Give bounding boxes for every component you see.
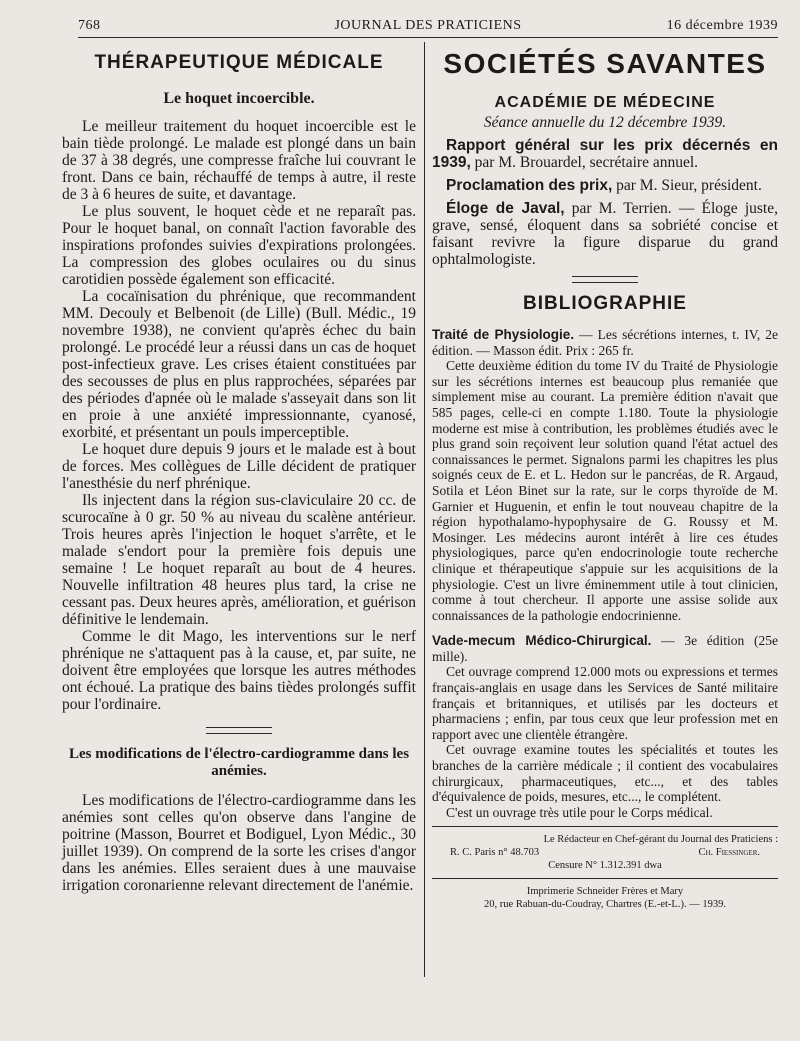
academy-item-rapport <box>432 137 778 171</box>
printer-name: Imprimerie Schneider Frères et Mary <box>526 886 684 898</box>
right-column <box>432 48 778 911</box>
credits-registry <box>432 846 778 859</box>
entry-head <box>432 327 778 358</box>
left-column <box>62 48 416 894</box>
journal-title: JOURNAL DES PRATICIENS <box>334 18 522 33</box>
publication-credits <box>432 826 778 911</box>
section-title-societes: SOCIÉTÉS SAVANTES <box>443 48 767 79</box>
item-heading: Proclamation des prix, <box>446 177 613 194</box>
credits-rule <box>432 878 778 879</box>
book-meta: — 3e édition (25e mille). <box>432 633 778 664</box>
paragraph: C'est un ouvrage très utile pour le Corps médical. <box>446 804 713 820</box>
ornamental-divider <box>206 727 272 734</box>
credits-editor: Le Rédacteur en Chef-gérant du Journal des Praticiens : <box>543 834 778 846</box>
section-title-therapeutique: THÉRAPEUTIQUE MÉDICALE <box>94 52 384 73</box>
paragraph: Cet ouvrage examine toutes les spécialités et toutes les branches de la carrière médicale ; il contient des vocabulaires chirurgicaux, pharmaceutiques, etc..., et des tables d'équivalence de poids, mesures, etc..., le complétent. <box>432 742 778 805</box>
paragraph: Le meilleur traitement du hoquet incoercible est le bain tiède prolongé. Le malade est plongé dans un bain de 37 à 38 degrés, une compresse fraîche lui couvrant le front. Dans ce bain, réchauffé de temps à autre, il reste de 3 à 6 heures de suite, et davantage. <box>62 118 416 203</box>
book-entry-physiologie <box>432 327 778 623</box>
academy-title: ACADÉMIE DE MÉDECINE <box>494 94 716 111</box>
item-heading: Rapport général sur les prix décernés en 1939, <box>432 137 778 171</box>
book-meta: — Les sécrétions internes, t. IV, 2e édition. — Masson édit. Prix : 265 fr. <box>432 327 778 358</box>
censure-number: Censure N° 1.312.391 dwa <box>548 860 662 872</box>
credits-rule <box>432 826 778 827</box>
item-heading: Éloge de Javal, <box>446 200 565 217</box>
paragraph: La cocaïnisation du phrénique, que recommandent MM. Decouly et Belbenoit (de Lille) (Bull. Médic., 19 novembre 1938), ne convient qu'après échec du bain prolongé. Le procédé leur a réussi dans un cas de hoquet post-infectieux grave. Les crises étaient constituées par des secousses de plus en plus rapprochées, séparées par des périodes d'apnée où le malade s'asseyait dans son lit en proie à une anxiété impressionnante, cyanosé, exorbité, et présentant un pouls imperceptible. <box>62 288 416 441</box>
article-body-ecg <box>62 792 416 894</box>
paragraph: Cet ouvrage comprend 12.000 mots ou expressions et termes français-anglais en usage dans les Services de Santé militaire français et britanniques, et utilisés par les docteurs et pharmaciens ; enfin, par tous ceux que leur profession met en rapport avec une clientèle étrangère. <box>432 664 778 742</box>
editor-name: Ch. Fiessinger. <box>698 847 760 859</box>
item-text: par M. Brouardel, secrétaire annuel. <box>470 154 699 171</box>
academy-item-eloge <box>432 200 778 268</box>
section-title-bibliographie: BIBLIOGRAPHIE <box>523 293 687 314</box>
header-rule <box>78 37 778 38</box>
column-divider <box>424 42 425 977</box>
page-number: 768 <box>78 18 101 33</box>
paragraph: Les modifications de l'électro-cardiogramme dans les anémies sont celles qu'on observe dans l'angine de poitrine (Masson, Bourret et Bodiguel, Lyon Médic., 30 juillet 1939). On comprend de la sorte les crises d'angor dans les anémies. Elles seraient dues à une mauvaise irrigation coronarienne relevant directement de l'anémie. <box>62 792 416 894</box>
paragraph: Le hoquet dure depuis 9 jours et le malade est à bout de forces. Mes collègues de Lille décident de pratiquer l'anesthésie du nerf phrénique. <box>62 441 416 492</box>
item-text: par M. Terrien. — Éloge juste, grave, sensé, éloquent dans sa sobriété concise et faisant revivre la figure disparue du grand ophtalmologiste. <box>432 200 778 268</box>
printer-address: 20, rue Rabuan-du-Coudray, Chartres (E.-et-L.). — 1939. <box>484 899 726 911</box>
entry-head <box>432 633 778 664</box>
registry-number: R. C. Paris n° 48.703 <box>450 847 540 859</box>
book-title: Vade-mecum Médico-Chirurgical. <box>432 633 652 649</box>
book-title: Traité de Physiologie. <box>432 327 575 342</box>
ornamental-divider <box>572 276 638 283</box>
article-title-hoquet: Le hoquet incoercible. <box>163 90 315 107</box>
paragraph: Le plus souvent, le hoquet cède et ne reparaît pas. Pour le hoquet banal, on connaît l'action favorable des inspirations profondes suivies d'expirations prolongées. La compression des globes oculaires ou du sinus carotidien possède également son efficacité. <box>62 203 416 288</box>
academy-item-proclamation <box>432 177 778 194</box>
page-header <box>78 14 778 38</box>
paragraph: Comme le dit Mago, les interventions sur le nerf phrénique ne s'attaquent pas à la cause, et, par suite, ne doivent être employées que lorsque les autres méthodes ont échoué. La pratique des bains tièdes prolongés suffit pour l'ordinaire. <box>62 628 416 713</box>
article-body-hoquet <box>62 118 416 713</box>
paragraph: Cette deuxième édition du tome IV du Traité de Physiologie sur les sécrétions internes est beaucoup plus remaniée que simplement mise au courant. La première édition n'avait que 585 pages, celle-ci en compte 1.180. Toute la physiologie moderne est mise à contribution, les problèmes étudiés avec le plus grand soin reçoivent leur solution quand l'état actuel des connaissances le permet. Signalons parmi les chapitres les plus soignés ceux de E. et L. Hedon sur le pancréas, de R. Argaud, Sotila et Léon Binet sur la rate, sur le corps thyroïde de M. Garnier et Huguenin, et enfin le tout nouveau chapitre de la région hypothalamo-hypophysaire de G. Roussy et M. Mosinger. Les médecins auront intérêt à lire ces études physiologiques, parce qu'en endocrinologie toute recherche clinique et thérapeutique s'appuie sur les acquisitions de la physiologie. C'est un livre éminemment utile à tout clinicien, comme à tout chercheur. Il apporte une assise solide aux connaissances de la pathologie endocrinienne. <box>432 358 778 623</box>
issue-date: 16 décembre 1939 <box>666 18 778 33</box>
paragraph: Ils injectent dans la région sus-claviculaire 20 cc. de scurocaïne à 0 gr. 50 % au niveau du scalène antérieur. Trois heures après l'injection le hoquet s'arrête, et le malade s'endort pour la première fois depuis une semaine ! Le hoquet reparaît au bout de 4 heures. Nouvelle infiltration 48 heures plus tard, la crise ne cessant pas. Deux heures après, amélioration, et guérison définitive le lendemain. <box>62 492 416 628</box>
book-entry-vade-mecum <box>432 633 778 820</box>
seance-date: Séance annuelle du 12 décembre 1939. <box>483 114 727 131</box>
item-text: par M. Sieur, président. <box>612 177 762 194</box>
article-title-ecg: Les modifications de l'électro-cardiogramme dans les anémies. <box>68 746 410 779</box>
